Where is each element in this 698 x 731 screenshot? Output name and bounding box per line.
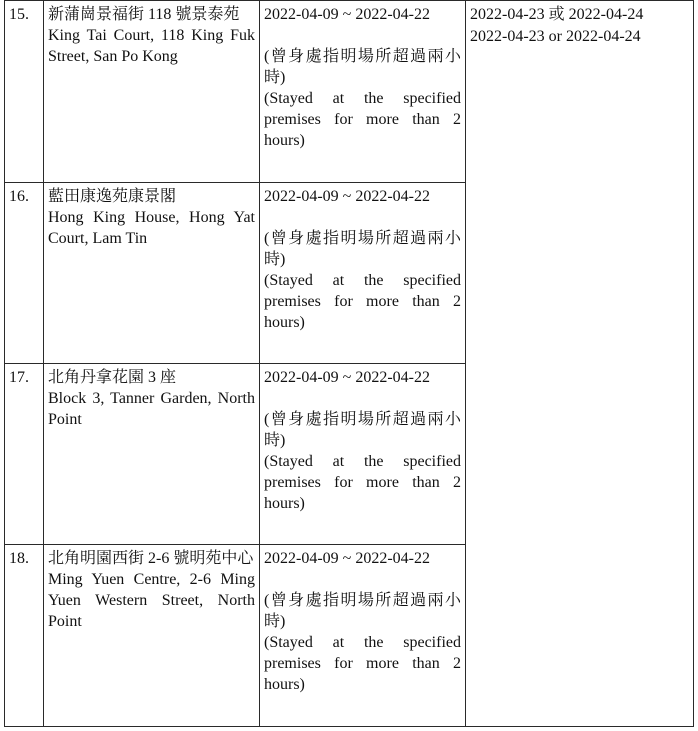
stay-note-zh: (曾身處指明場所超過兩小時) bbox=[264, 48, 461, 86]
date-cell bbox=[260, 364, 466, 545]
premises-cell bbox=[44, 545, 260, 727]
stay-note-en: (Stayed at the specified premises for more than 2 hours) bbox=[264, 453, 461, 512]
date-range: 2022-04-09 ~ 2022-04-22 bbox=[264, 369, 430, 386]
premises-name-en: Ming Yuen Centre, 2-6 Ming Yuen Western Street, North Point bbox=[48, 571, 255, 630]
testing-period-cell bbox=[466, 1, 694, 727]
row-number: 18. bbox=[9, 550, 29, 567]
premises-name-en: Block 3, Tanner Garden, North Point bbox=[48, 390, 255, 428]
date-cell bbox=[260, 183, 466, 364]
premises-name-zh: 新蒲崗景福街 118 號景泰苑 bbox=[48, 6, 240, 23]
premises-name-zh: 藍田康逸苑康景閣 bbox=[48, 188, 177, 205]
spacer bbox=[264, 207, 461, 228]
row-number-cell bbox=[5, 1, 44, 183]
stay-note-en: (Stayed at the specified premises for more than 2 hours) bbox=[264, 90, 461, 149]
row-number-cell bbox=[5, 183, 44, 364]
row-number: 17. bbox=[9, 369, 29, 386]
date-cell bbox=[260, 1, 466, 183]
spacer bbox=[264, 25, 461, 46]
stay-note-en: (Stayed at the specified premises for more than 2 hours) bbox=[264, 272, 461, 331]
date-range: 2022-04-09 ~ 2022-04-22 bbox=[264, 6, 430, 23]
specified-premises-table bbox=[4, 0, 694, 727]
date-cell bbox=[260, 545, 466, 727]
stay-note-zh: (曾身處指明場所超過兩小時) bbox=[264, 230, 461, 268]
row-number-cell bbox=[5, 545, 44, 727]
spacer bbox=[264, 388, 461, 409]
row-number: 15. bbox=[9, 6, 29, 23]
date-range: 2022-04-09 ~ 2022-04-22 bbox=[264, 550, 430, 567]
table-row bbox=[5, 1, 694, 183]
premises-cell bbox=[44, 183, 260, 364]
date-range: 2022-04-09 ~ 2022-04-22 bbox=[264, 188, 430, 205]
premises-name-en: Hong King House, Hong Yat Court, Lam Tin bbox=[48, 209, 255, 247]
stay-note-en: (Stayed at the specified premises for more than 2 hours) bbox=[264, 634, 461, 693]
stay-note-zh: (曾身處指明場所超過兩小時) bbox=[264, 411, 461, 449]
testing-period-zh: 2022-04-23 或 2022-04-24 bbox=[470, 6, 644, 23]
stay-note-zh: (曾身處指明場所超過兩小時) bbox=[264, 592, 461, 630]
premises-name-zh: 北角丹拿花園 3 座 bbox=[48, 369, 177, 386]
premises-cell bbox=[44, 364, 260, 545]
row-number: 16. bbox=[9, 188, 29, 205]
row-number-cell bbox=[5, 364, 44, 545]
testing-period-en: 2022-04-23 or 2022-04-24 bbox=[470, 28, 641, 45]
premises-cell bbox=[44, 1, 260, 183]
premises-name-zh: 北角明園西街 2-6 號明苑中心 bbox=[48, 550, 254, 567]
premises-name-en: King Tai Court, 118 King Fuk Street, San Po Kong bbox=[48, 27, 255, 65]
spacer bbox=[264, 569, 461, 590]
